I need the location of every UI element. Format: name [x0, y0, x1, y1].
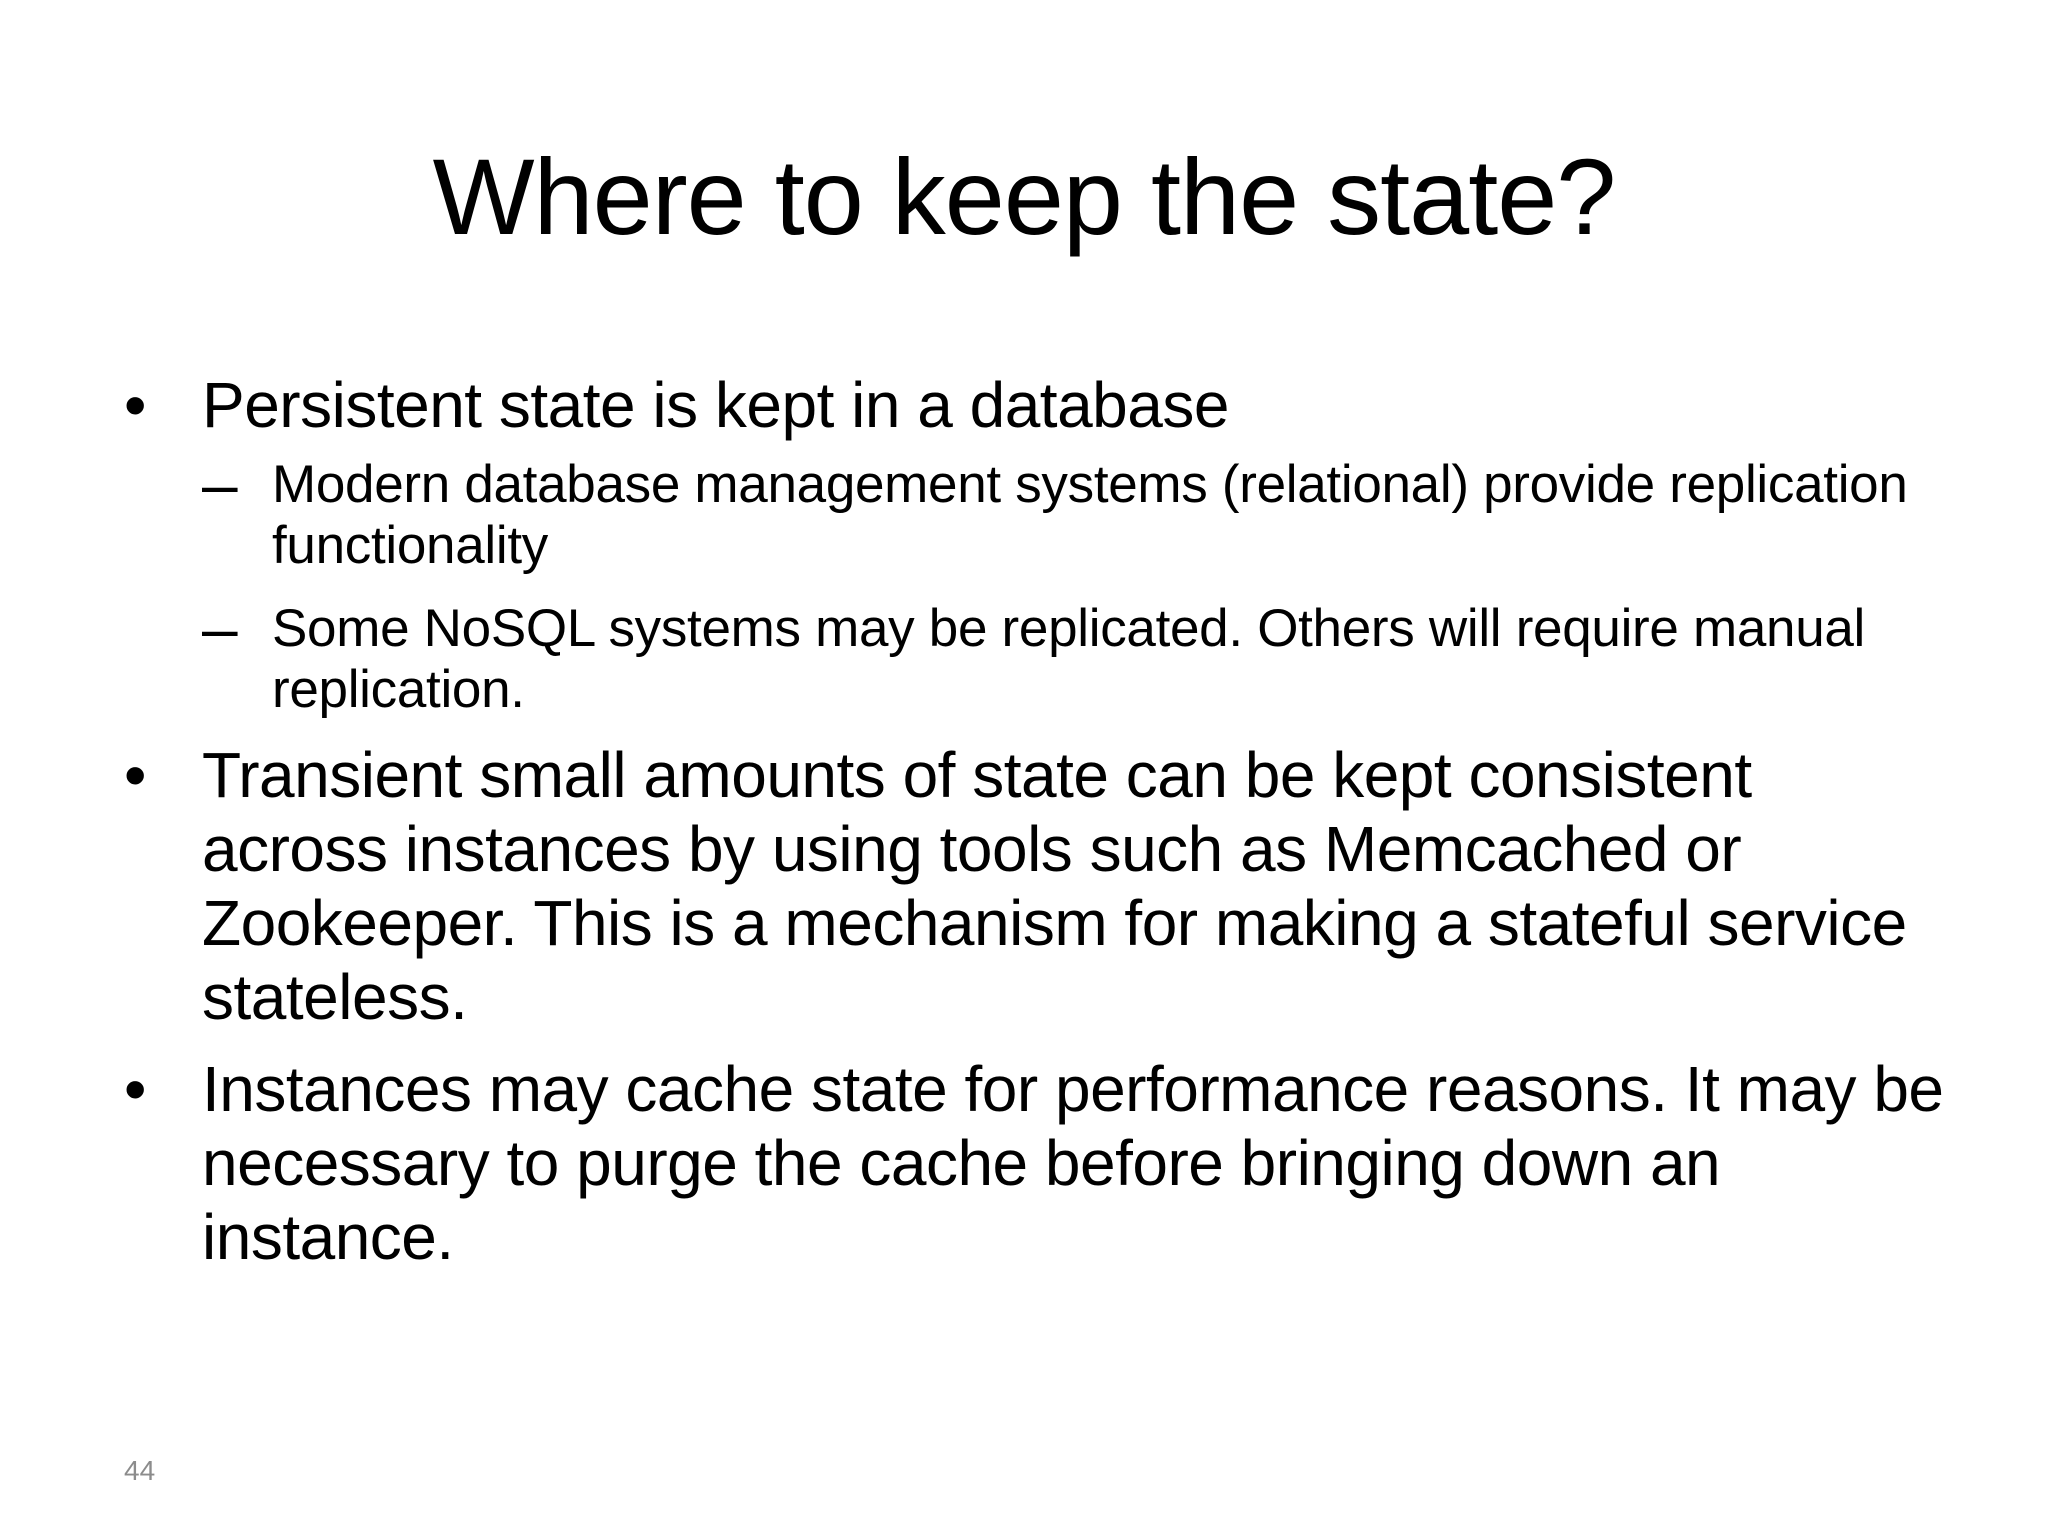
- bullet-text: Transient small amounts of state can be kept consistent across instances by using tools such as Memcached or Zookeeper. This is a mechanism for making a stateful service stateless.: [202, 739, 1907, 1033]
- slide-title: Where to keep the state?: [432, 136, 1616, 257]
- subbullet-list: [202, 448, 1950, 720]
- bullet-marker: •: [124, 1053, 146, 1125]
- page-number: 44: [124, 1455, 156, 1486]
- bullet-item: [120, 368, 1950, 720]
- subbullet-text: Some NoSQL systems may be replicated. Others will require manual replication.: [272, 599, 1866, 719]
- bullet-marker: •: [124, 369, 146, 441]
- bullet-text: Instances may cache state for performance reasons. It may be necessary to purge the cache before bringing down an instance.: [202, 1053, 1944, 1273]
- bullet-item: [120, 738, 1950, 1034]
- dash-marker: –: [202, 592, 238, 664]
- dash-marker: –: [202, 448, 238, 520]
- subbullet-item: [202, 448, 1950, 576]
- bullet-marker: •: [124, 739, 146, 811]
- subbullet-item: [202, 592, 1950, 720]
- bullet-text: Persistent state is kept in a database: [202, 369, 1229, 441]
- bullet-item: [120, 1052, 1950, 1274]
- slide-body: [120, 368, 1950, 1274]
- subbullet-text: Modern database management systems (relational) provide replication functionality: [272, 455, 1908, 575]
